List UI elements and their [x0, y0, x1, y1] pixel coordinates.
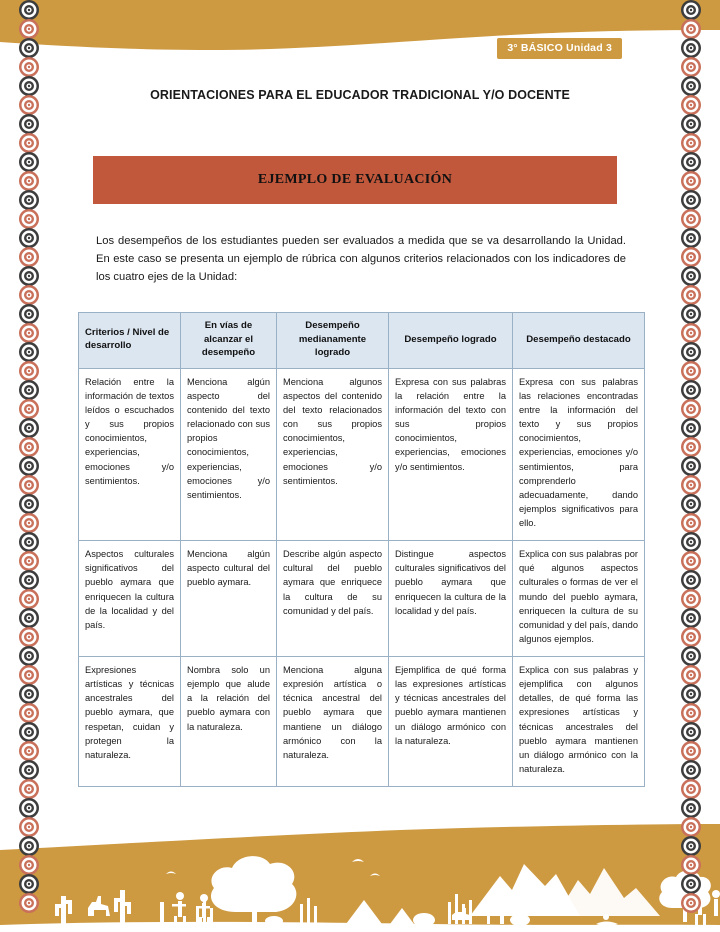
table-row	[79, 657, 645, 787]
column-header-destacado: Desempeño destacado	[513, 313, 645, 369]
cell-destacado: Expresa con sus palabras las relaciones encontradas entre la información del texto y sus propios conocimientos, experiencias, emociones y/o sentimientos, para comprenderlo adecuadamente, dando ejemplos significativos para ello.	[513, 368, 645, 540]
evaluation-banner-label: EJEMPLO DE EVALUACIÓN	[257, 172, 453, 187]
cell-criteria: Expresiones artísticas y técnicas ancestrales del pueblo aymara, que respetan, cuidan y protegen la naturaleza.	[79, 657, 181, 787]
table-header-row	[79, 313, 645, 369]
unit-badge: 3° BÁSICO Unidad 3	[497, 38, 622, 59]
cell-logrado: Distingue aspectos culturales significativos del pueblo aymara que enriquecen la cultura de la localidad y del país.	[389, 541, 513, 657]
cell-en-vias: Menciona algún aspecto cultural del pueblo aymara.	[181, 541, 277, 657]
column-header-logrado: Desempeño logrado	[389, 313, 513, 369]
cell-logrado: Expresa con sus palabras la relación entre la información del texto con sus propios conocimientos, experiencias, emociones y/o sentimientos.	[389, 368, 513, 540]
cell-en-vias: Nombra solo un ejemplo que alude a la relación del pueblo aymara con la naturaleza.	[181, 657, 277, 787]
cell-criteria: Aspectos culturales significativos del pueblo aymara que enriquecen la cultura de la localidad y del país.	[79, 541, 181, 657]
page-title: ORIENTACIONES PARA EL EDUCADOR TRADICIONAL Y/O DOCENTE	[150, 88, 570, 102]
column-header-en-vias: En vías de alcanzar el desempeño	[181, 313, 277, 369]
cell-criteria: Relación entre la información de textos leídos o escuchados y sus propios conocimientos, experiencias, emociones y/o sentimientos.	[79, 368, 181, 540]
cell-destacado: Explica con sus palabras y ejemplifica con algunos detalles, de qué forma las expresiones artísticas y técnicas ancestrales del pueblo aymara mantienen un diálogo armónico con la naturaleza.	[513, 657, 645, 787]
rubric-table	[78, 312, 645, 787]
evaluation-banner	[93, 156, 617, 204]
table-row	[79, 541, 645, 657]
cell-logrado: Ejemplifica de qué forma las expresiones artísticas y técnicas ancestrales del pueblo aymara mantienen un diálogo armónico con la naturaleza.	[389, 657, 513, 787]
table-row	[79, 368, 645, 540]
cell-medianamente: Menciona alguna expresión artística o técnica ancestral del pueblo aymara que mantiene un diálogo armónico con la naturaleza.	[277, 657, 389, 787]
cell-medianamente: Menciona algunos aspectos del contenido del texto relacionados con sus propios conocimientos, experiencias, emociones y/o sentimientos.	[277, 368, 389, 540]
intro-paragraph: Los desempeños de los estudiantes pueden ser evaluados a medida que se va desarrollando la Unidad. En este caso se presenta un ejemplo de rúbrica con algunos criterios relacionados con los indicadores de los cuatro ejes de la Unidad:	[96, 235, 626, 284]
column-header-criteria: Criterios / Nivel de desarrollo	[79, 313, 181, 369]
cell-en-vias: Menciona algún aspecto del contenido del texto relacionado con sus propios conocimientos, experiencias, emociones y/o sentimientos.	[181, 368, 277, 540]
rubric-table-header	[79, 313, 645, 369]
cell-medianamente: Describe algún aspecto cultural del pueblo aymara que enriquece la cultura de su comunidad y del país.	[277, 541, 389, 657]
rubric-table-body	[79, 368, 645, 786]
cell-destacado: Explica con sus palabras por qué algunos aspectos culturales o formas de ver el mundo del pueblo aymara, enriquecen la cultura de su comunidad y del país, dando algunos ejemplos.	[513, 541, 645, 657]
column-header-medianamente: Desempeño medianamente logrado	[277, 313, 389, 369]
